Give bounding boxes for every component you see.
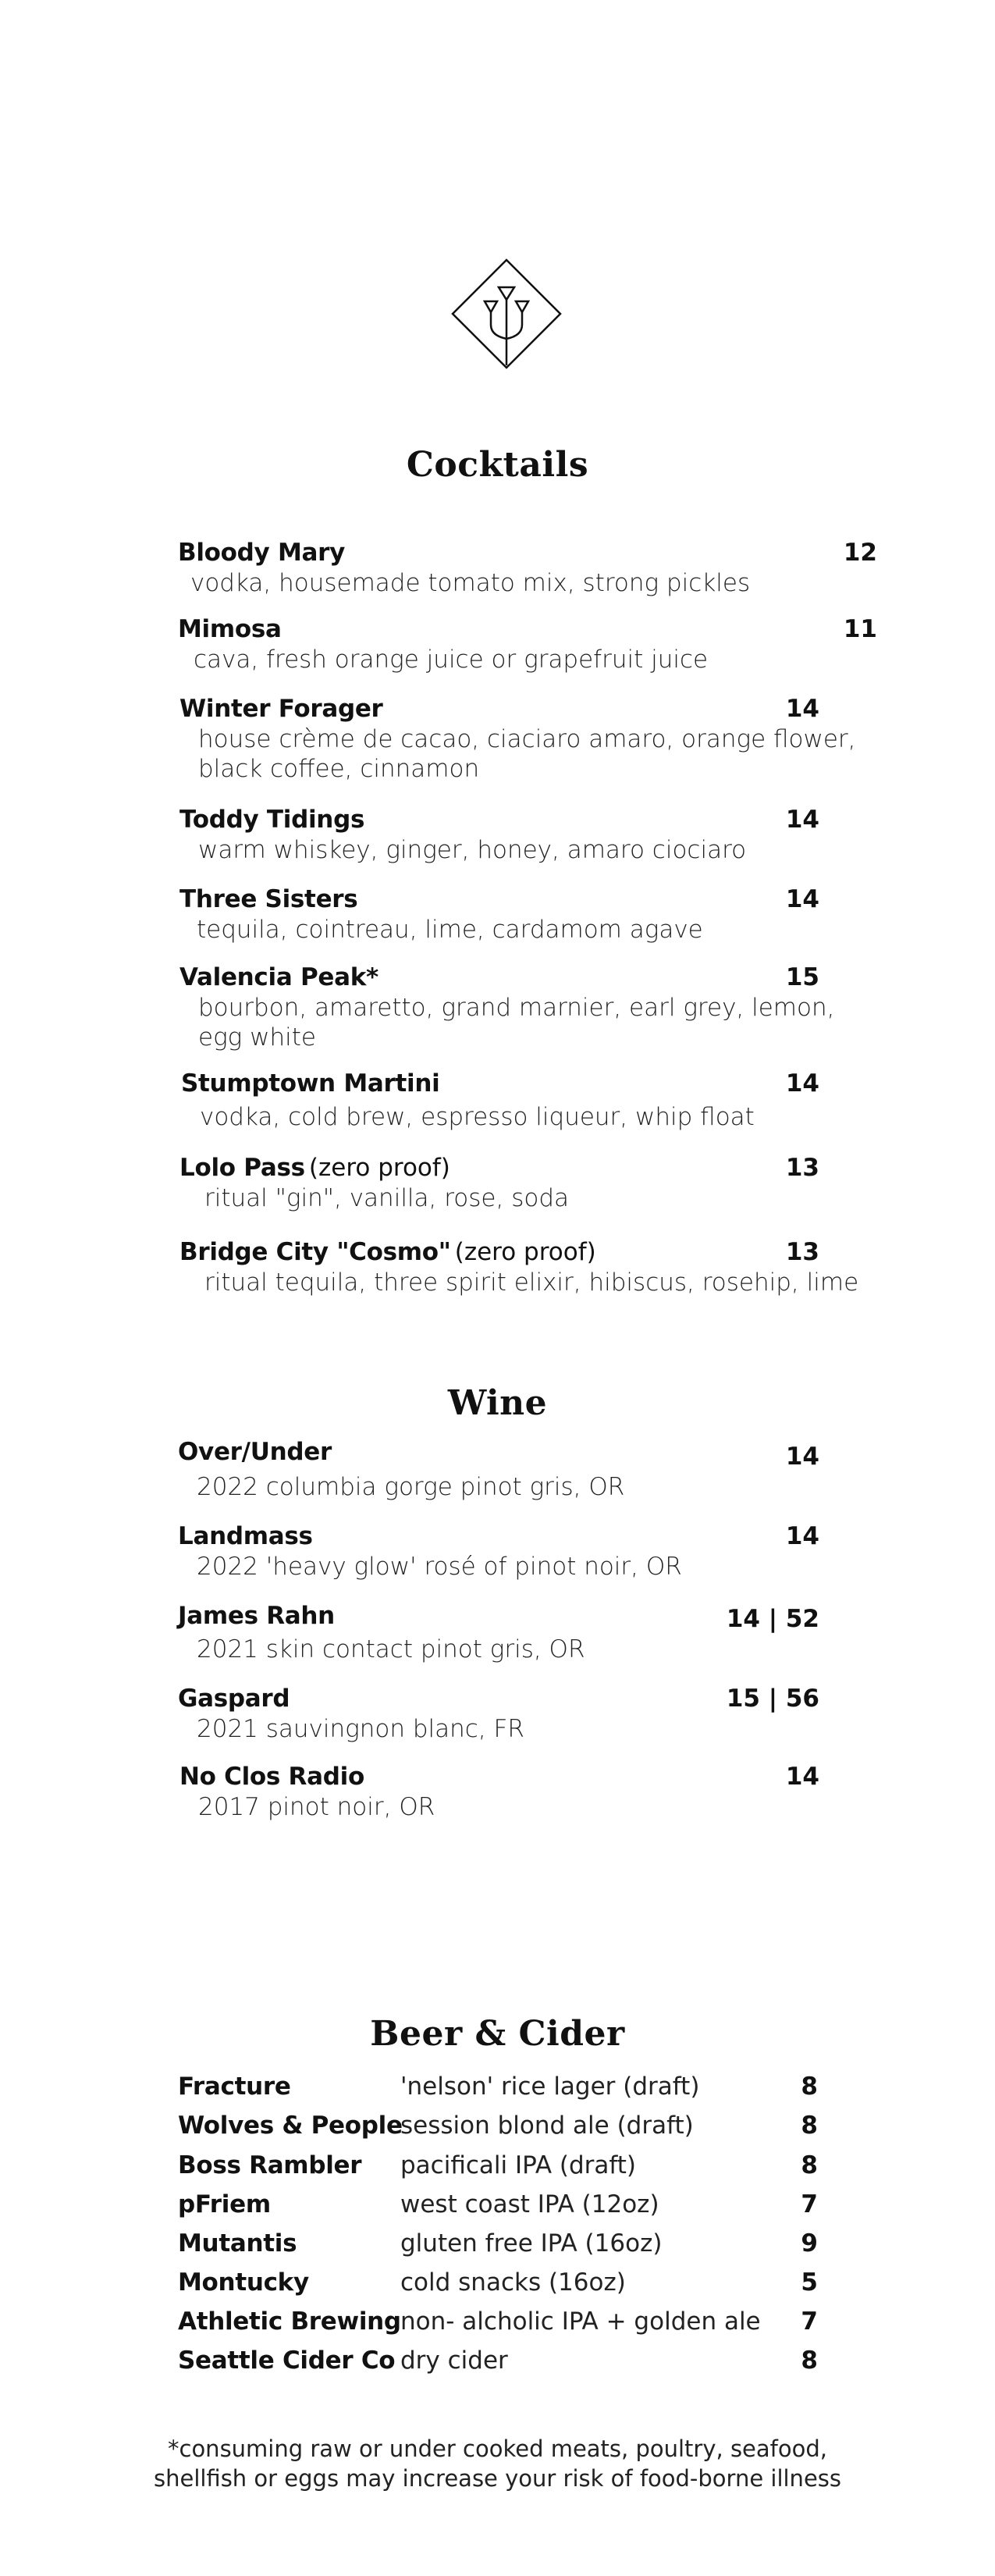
beer-price: 8 (801, 2112, 818, 2140)
cocktails-section-title: Cocktails (406, 445, 589, 485)
item-price: 15 | 56 (726, 1685, 819, 1713)
menu-item (179, 885, 882, 945)
cocktail-glasses-diamond-logo-icon (450, 258, 563, 370)
beer-price: 8 (801, 2347, 818, 2375)
menu-item (178, 1522, 880, 1582)
item-name: Lolo Pass (179, 1154, 305, 1182)
item-note: (zero proof) (454, 1238, 596, 1266)
item-desc: 2021 sauvingnon blanc, FR (197, 1715, 524, 1743)
item-price: 13 (785, 1154, 819, 1182)
beer-desc: session blond ale (draft) (400, 2112, 694, 2140)
item-desc: warm whiskey, ginger, honey, amaro ciociaro (198, 836, 747, 864)
item-desc: tequila, cointreau, lime, cardamom agave (197, 916, 703, 944)
beer-row (178, 2112, 818, 2146)
footnote-line-2: shellfish or eggs may increase your risk of food-borne illness (153, 2465, 842, 2492)
item-name: Toddy Tidings (179, 806, 365, 834)
menu-item (179, 695, 882, 784)
item-desc: 2022 columbia gorge pinot gris, OR (197, 1473, 625, 1501)
item-price: 15 (785, 963, 819, 991)
beer-row (178, 2073, 818, 2107)
item-price: 14 (785, 695, 819, 723)
item-desc: ritual "gin", vanilla, rose, soda (204, 1184, 569, 1212)
beer-row (178, 2268, 818, 2303)
beer-price: 8 (801, 2073, 818, 2101)
menu-item (178, 1438, 880, 1502)
beer-row (178, 2229, 818, 2264)
item-price: 14 (785, 885, 819, 913)
footnote-line-1: *consuming raw or under cooked meats, poultry, seafood, (168, 2435, 827, 2462)
menu-item (178, 1602, 880, 1664)
item-name: James Rahn (178, 1602, 335, 1630)
item-price: 14 (785, 1069, 819, 1098)
item-name: Bridge City "Cosmo" (179, 1238, 451, 1266)
item-name: Gaspard (178, 1685, 290, 1713)
item-desc: 2021 skin contact pinot gris, OR (197, 1635, 585, 1663)
beer-row (178, 2307, 818, 2342)
beer-desc: west coast IPA (12oz) (400, 2190, 659, 2218)
beer-desc: 'nelson' rice lager (draft) (400, 2073, 700, 2101)
item-price: 12 (843, 539, 877, 567)
item-name: Three Sisters (179, 885, 358, 913)
menu-item (178, 539, 880, 598)
menu-item (181, 1069, 883, 1132)
beer-price: 9 (801, 2229, 818, 2258)
item-name: Landmass (178, 1522, 313, 1550)
beer-name: Wolves & People (178, 2112, 403, 2140)
beer-row (178, 2151, 818, 2186)
item-name: Stumptown Martini (181, 1069, 440, 1098)
beer-section-title: Beer & Cider (370, 2014, 625, 2054)
beer-price: 7 (801, 2307, 818, 2336)
beer-desc: pacificali IPA (draft) (400, 2151, 637, 2179)
wine-section-title: Wine (447, 1383, 548, 1423)
beer-desc: gluten free IPA (16oz) (400, 2229, 663, 2258)
beer-name: Fracture (178, 2073, 291, 2101)
menu-item (178, 1685, 880, 1744)
beer-price: 8 (801, 2151, 818, 2179)
item-name: No Clos Radio (179, 1763, 364, 1791)
item-desc: house crème de cacao, ciaciaro amaro, orange flower, black coffee, cinnamon (198, 725, 856, 783)
item-price: 14 (785, 806, 819, 834)
menu-item (179, 806, 882, 865)
beer-name: Montucky (178, 2268, 309, 2297)
item-note: (zero proof) (308, 1154, 450, 1182)
item-price: 14 (785, 1763, 819, 1791)
menu-item (179, 963, 882, 1052)
menu-item (179, 1238, 882, 1297)
item-price: 14 | 52 (726, 1605, 819, 1633)
item-name: Over/Under (178, 1438, 332, 1466)
beer-name: Mutantis (178, 2229, 297, 2258)
beer-name: Seattle Cider Co (178, 2347, 396, 2375)
beer-row (178, 2190, 818, 2225)
beer-name: pFriem (178, 2190, 271, 2218)
beer-row (178, 2347, 818, 2381)
item-desc: vodka, housemade tomato mix, strong pickles (190, 569, 751, 597)
item-desc: 2017 pinot noir, OR (198, 1793, 435, 1821)
beer-price: 7 (801, 2190, 818, 2218)
beer-desc: dry cider (400, 2347, 508, 2375)
item-name: Winter Forager (179, 695, 383, 723)
beer-name: Boss Rambler (178, 2151, 362, 2179)
item-desc: vodka, cold brew, espresso liqueur, whip float (200, 1103, 755, 1131)
item-price: 11 (843, 615, 877, 643)
item-name: Bloody Mary (178, 539, 346, 567)
beer-desc: non- alcholic IPA + golden ale (400, 2307, 761, 2336)
item-name: Mimosa (178, 615, 282, 643)
item-desc: bourbon, amaretto, grand marnier, earl grey, lemon, egg white (198, 994, 835, 1051)
item-desc: ritual tequila, three spirit elixir, hibiscus, rosehip, lime (204, 1268, 859, 1297)
menu-item (179, 1763, 882, 1822)
footnote (0, 2434, 995, 2493)
item-desc: 2022 'heavy glow' rosé of pinot noir, OR (197, 1553, 682, 1581)
item-price: 14 (785, 1522, 819, 1550)
beer-price: 5 (801, 2268, 818, 2297)
beer-name: Athletic Brewing (178, 2307, 401, 2336)
menu-item (178, 615, 880, 674)
beer-desc: cold snacks (16oz) (400, 2268, 626, 2297)
menu-item (179, 1154, 882, 1213)
item-desc: cava, fresh orange juice or grapefruit juice (194, 646, 709, 674)
item-price: 13 (785, 1238, 819, 1266)
item-name: Valencia Peak* (179, 963, 378, 991)
item-price: 14 (785, 1443, 819, 1471)
